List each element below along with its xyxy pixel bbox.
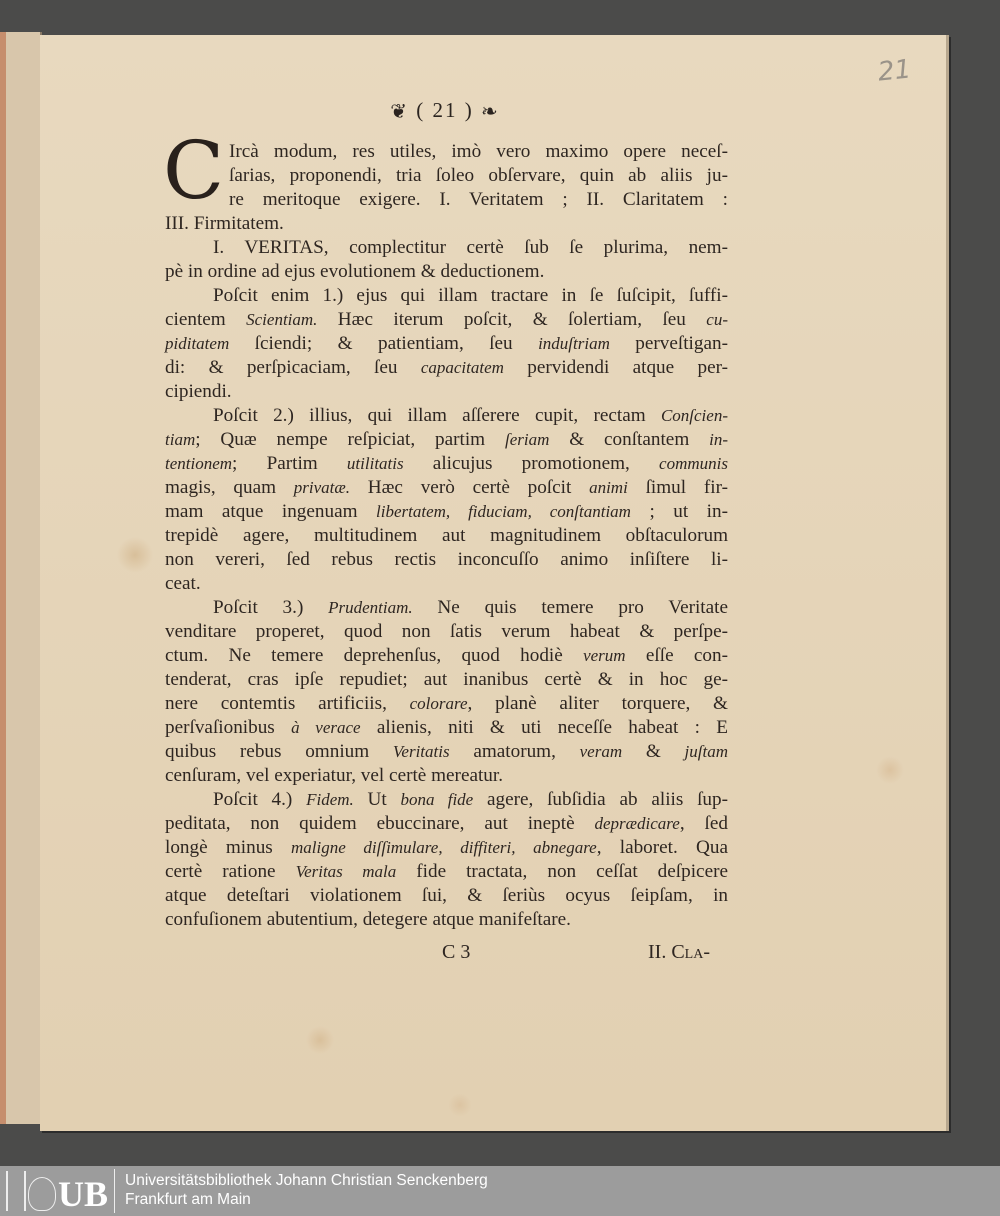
text-line [165,236,728,260]
italic-segment: bona fide [400,790,474,809]
institution-name [125,1171,488,1209]
italic-segment: Veritatis [392,742,450,761]
text-line [165,908,728,932]
text-line [165,860,728,884]
pencil-folio-number: 21 [876,54,913,88]
text-segment: alicujus promotionem, [403,453,660,474]
text-line [165,620,728,644]
italic-segment: deprædicare [594,814,680,833]
text-segment: pè in ordine ad ejus evolutionem & deductionem. [165,261,545,282]
text-segment: atque deteſtari violationem ſui, & ſeriùs ocyus ſeipſam, in [165,885,728,906]
text-line [165,716,728,740]
text-segment: fide tractata, non ceſſat deſpicere [396,861,728,882]
text-segment: ; Partim [232,453,347,474]
italic-segment: colorare [409,694,468,713]
text-line [165,380,728,404]
institution-line-1: Universitätsbibliothek Johann Christian Senckenberg [125,1172,488,1189]
text-segment: Hæc verò certè poſcit [350,477,590,498]
text-line [165,140,728,164]
text-segment: Ut [353,789,401,810]
text-segment: cientem [165,309,247,330]
logo-text: UB [58,1174,109,1214]
text-segment: di: & perſpicaciam, ſeu [165,357,421,378]
text-segment: mam atque ingenuam [165,501,377,522]
text-line [165,260,728,284]
text-segment: certè ratione [165,861,296,882]
text-line [165,356,728,380]
text-segment: ſarias, proponendi, tria ſoleo obſervare, quin ab aliis ju- [229,165,728,186]
text-segment: ſimul fir- [627,477,728,498]
italic-segment: utilitatis [346,454,404,473]
italic-segment: ſeriam [504,430,550,449]
italic-segment: Veritas mala [295,862,397,881]
text-segment: agere, ſubſidia ab aliis ſup- [473,789,728,810]
text-line [165,428,728,452]
text-line [165,524,728,548]
text-segment: ; ut in- [630,501,728,522]
italic-segment: Fidem. [306,790,354,809]
text-segment: non vereri, ſed rebus rectis inconcuſſo animo inſiſtere li- [165,549,728,570]
text-segment: , ſed [679,813,728,834]
italic-segment: cu- [706,310,728,329]
text-line [165,164,728,188]
italic-segment: animi [589,478,628,497]
italic-segment: piditatem [165,334,230,353]
italic-segment: juſtam [684,742,728,761]
text-line [165,812,728,836]
text-segment: pervidendi atque per- [503,357,728,378]
text-line [165,764,728,788]
text-segment: venditare properet, quod non ſatis verum habeat & perſpe- [165,621,728,642]
text-segment: ſciendi; & patientiam, ſeu [229,333,539,354]
text-segment: ceat. [165,573,201,594]
library-logo[interactable] [2,1169,115,1213]
italic-segment: Prudentiam. [328,598,413,617]
text-line [165,548,728,572]
text-segment: perveſtigan- [609,333,728,354]
text-line [165,644,728,668]
italic-segment: libertatem, fiduciam, conſtantiam [376,502,631,521]
text-segment: perſvaſionibus [165,717,292,738]
text-segment: & conſtantem [549,429,710,450]
text-segment: ctum. Ne temere deprehenſus, quod hodiè [165,645,584,666]
text-segment: III. Firmitatem. [165,213,284,234]
text-line [165,476,728,500]
italic-segment: privatæ. [293,478,350,497]
italic-segment: tentionem [165,454,233,473]
text-line [165,884,728,908]
text-segment: cipiendi. [165,381,232,402]
footer-bar [0,1166,1000,1216]
text-segment: confuſionem abutentium, detegere atque manifeſtare. [165,909,571,930]
text-line [165,572,728,596]
text-segment: Poſcit 2.) illius, qui illam aſſerere cupit, rectam [213,405,661,426]
text-segment: , laboret. Qua [596,837,728,858]
signature-mark: C 3 [442,941,471,963]
text-segment: , planè aliter torquere, & [467,693,728,714]
italic-segment: maligne diſſimulare, diffiteri, abnegare [290,838,597,857]
text-line [165,692,728,716]
institution-line-2: Frankfurt am Main [125,1191,251,1208]
drop-cap: C [163,124,225,217]
text-line [165,668,728,692]
text-segment: Ne quis temere pro Veritate [412,597,728,618]
text-segment: trepidè agere, multitudinem aut magnitudinem obſtaculorum [165,525,728,546]
text-line [165,452,728,476]
text-segment: peditata, non quidem ebuccinare, aut ineptè [165,813,595,834]
italic-segment: à verace [291,718,361,737]
text-segment: & [622,741,685,762]
text-segment: Hæc iterum poſcit, & ſolertiam, ſeu [317,309,707,330]
text-segment: Ircà modum, res utiles, imò vero maximo opere neceſ- [229,141,728,162]
text-segment: magis, quam [165,477,294,498]
text-segment: ; Quæ nempe reſpiciat, partim [195,429,505,450]
text-segment: Poſcit 3.) [213,597,329,618]
text-line [165,404,728,428]
facing-page-edge [0,32,42,1124]
italic-segment: veram [579,742,623,761]
italic-segment: in- [709,430,728,449]
ornament-right-icon: ❧ [481,101,500,123]
italic-segment: induſtriam [538,334,610,353]
italic-segment: Conſcien- [660,406,728,425]
italic-segment: verum [583,646,626,665]
text-line [165,788,728,812]
running-head [365,98,525,124]
text-line [165,212,728,236]
text-segment: I. VERITAS, complectitur certè ſub ſe plurima, nem- [213,237,728,258]
logo-portrait-icon [28,1177,56,1211]
italic-segment: communis [659,454,728,473]
text-line [165,332,728,356]
catchword: II. Cla- [648,941,710,963]
text-segment: alienis, niti & uti neceſſe habeat : E [360,717,728,738]
text-segment: nere contemtis artificiis, [165,693,410,714]
text-line [165,188,728,212]
text-segment: quibus rebus omnium [165,741,393,762]
text-line [165,836,728,860]
text-line [165,500,728,524]
body-text [165,140,728,932]
text-segment: cenſuram, vel experiatur, vel certè mereatur. [165,765,504,786]
text-segment: Poſcit 4.) [213,789,307,810]
text-segment: tenderat, cras ipſe repudiet; aut inanibus certè & in hoc ge- [165,669,728,690]
text-segment: eſſe con- [625,645,728,666]
italic-segment: tiam [165,430,196,449]
text-segment: amatorum, [449,741,580,762]
logo-bars-icon [6,1171,26,1211]
text-line [165,596,728,620]
text-line [165,308,728,332]
text-segment: longè minus [165,837,291,858]
page-number: ( 21 ) [416,98,474,122]
italic-segment: capacitatem [420,358,504,377]
ornament-left-icon: ❦ [390,101,409,123]
text-segment: Poſcit enim 1.) ejus qui illam tractare in ſe ſuſcipit, ſuffi- [213,285,728,306]
text-line [165,740,728,764]
text-segment: re meritoque exigere. I. Veritatem ; II. Claritatem : [229,189,728,210]
italic-segment: Scientiam. [246,310,318,329]
text-line [165,284,728,308]
